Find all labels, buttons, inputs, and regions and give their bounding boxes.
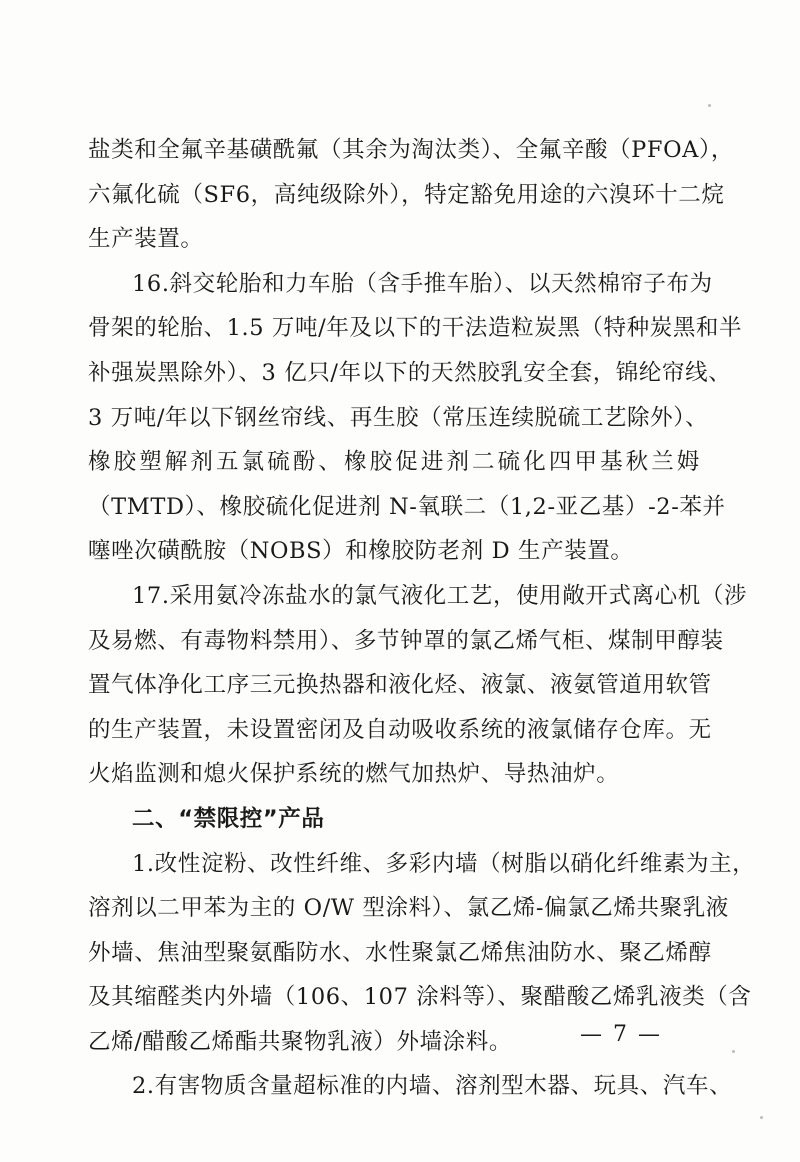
paragraph-2-start: 2.有害物质含量超标准的内墙、溶剂型木器、玩具、汽车、	[132, 1073, 733, 1100]
text-line: 乙烯/醋酸乙烯酯共聚物乳液）外墙涂料。	[88, 1028, 512, 1055]
text-line: 骨架的轮胎、1.5 万吨/年及以下的干法造粒炭黑（特种炭黑和半	[88, 315, 743, 342]
text-line: 3 万吨/年以下钢丝帘线、再生胶（常压连续脱硫工艺除外）、	[88, 404, 709, 431]
scan-speck	[708, 104, 711, 107]
text-line: 及易燃、有毒物料禁用）、多节钟罩的氯乙烯气柜、煤制甲醇装	[88, 627, 724, 654]
text-line: （TMTD）、橡胶硫化促进剂 N-氧联二（1,2-亚乙基）-2-苯并	[88, 493, 726, 520]
text-line: 外墙、焦油型聚氨酯防水、水性聚氯乙烯焦油防水、聚乙烯醇	[88, 939, 712, 966]
paragraph-16-start: 16.斜交轮胎和力车胎（含手推车胎）、以天然棉帘子布为	[132, 270, 713, 297]
text-line: 六氟化硫（SF6，高纯级除外），特定豁免用途的六溴环十二烷	[88, 181, 725, 208]
text-line: 火焰监测和熄火保护系统的燃气加热炉、导热油炉。	[88, 761, 620, 788]
text-line: 溶剂以二甲苯为主的 O/W 型涂料）、氯乙烯-偏氯乙烯共聚乳液	[88, 895, 729, 922]
page-number: — 7 —	[580, 1022, 662, 1047]
text-line: 橡胶塑解剂五氯硫酚、橡胶促进剂二硫化四甲基秋兰姆	[88, 449, 700, 476]
text-line: 生产装置。	[88, 226, 204, 253]
paragraph-1-start: 1.改性淀粉、改性纤维、多彩内墙（树脂以硝化纤维素为主，	[132, 850, 756, 877]
paragraph-17-start: 17.采用氨冷冻盐水的氯气液化工艺，使用敞开式离心机（涉	[132, 582, 748, 609]
text-line: 补强炭黑除外）、3 亿只/年以下的天然胶乳安全套，锦纶帘线、	[88, 359, 732, 386]
text-line: 及其缩醛类内外墙（106、107 涂料等）、聚醋酸乙烯乳液类（含	[88, 984, 752, 1011]
text-line: 盐类和全氟辛基磺酰氟（其余为淘汰类）、全氟辛酸（PFOA），	[88, 137, 734, 163]
scan-speck	[760, 1116, 763, 1119]
section-heading: 二、“禁限控”产品	[132, 805, 325, 832]
scan-speck	[732, 1050, 735, 1053]
body-text	[88, 128, 756, 1109]
text-line: 噻唑次磺酰胺（NOBS）和橡胶防老剂 D 生产装置。	[88, 538, 634, 565]
text-line: 置气体净化工序三元换热器和液化烃、液氯、液氨管道用软管	[88, 672, 712, 699]
text-line: 的生产装置，未设置密闭及自动吸收系统的液氯储存仓库。无	[88, 716, 712, 743]
